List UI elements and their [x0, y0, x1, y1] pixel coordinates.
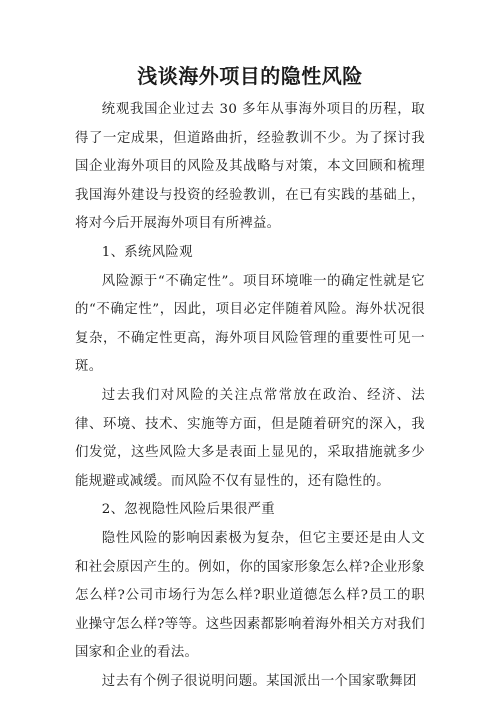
section-heading-2: 2、忽视隐性风险后果很严重 [101, 502, 275, 518]
paragraph-risk-focus: 过去我们对风险的关注点常常放在政治、经济、法律、环境、技术、实施等方面，但是随着研究的深入，我们发觉，这些风险大多是表面上显见的，采取措施就多少能规避或减缓。而风险不仅有显性的，还有隐性的。 [75, 387, 425, 489]
paragraph-uncertainty: 风险源于“不确定性”。项目环境唯一的确定性就是它的“不确定性”，因此，项目必定伴随着风险。海外状况很复杂，不确定性更高，海外项目风险管理的重要性可见一斑。 [75, 273, 425, 375]
document-title: 浅谈海外项目的隐性风险 [137, 64, 363, 88]
section-heading-1: 1、系统风险观 [101, 244, 193, 260]
document-body [75, 96, 425, 696]
paragraph-example: 过去有个例子很说明问题。某国派出一个国家歌舞团 [101, 673, 417, 689]
paragraph-intro: 统观我国企业过去 30 多年从事海外项目的历程，取得了一定成果，但道路曲折，经验教训不少。为了探讨我国企业海外项目的风险及其战略与对策，本文回顾和梳理我国海外建设与投资的经验教训，在已有实践的基础上，将对今后开展海外项目有所裨益。 [75, 102, 425, 232]
paragraph-hidden-risk: 隐性风险的影响因素极为复杂，但它主要还是由人文和社会原因产生的。例如，你的国家形象怎么样?企业形象怎么样?公司市场行为怎么样?职业道德怎么样?员工的职业操守怎么样?等等。这些因素都影响着海外相关方对我们国家和企业的看法。 [75, 530, 425, 661]
